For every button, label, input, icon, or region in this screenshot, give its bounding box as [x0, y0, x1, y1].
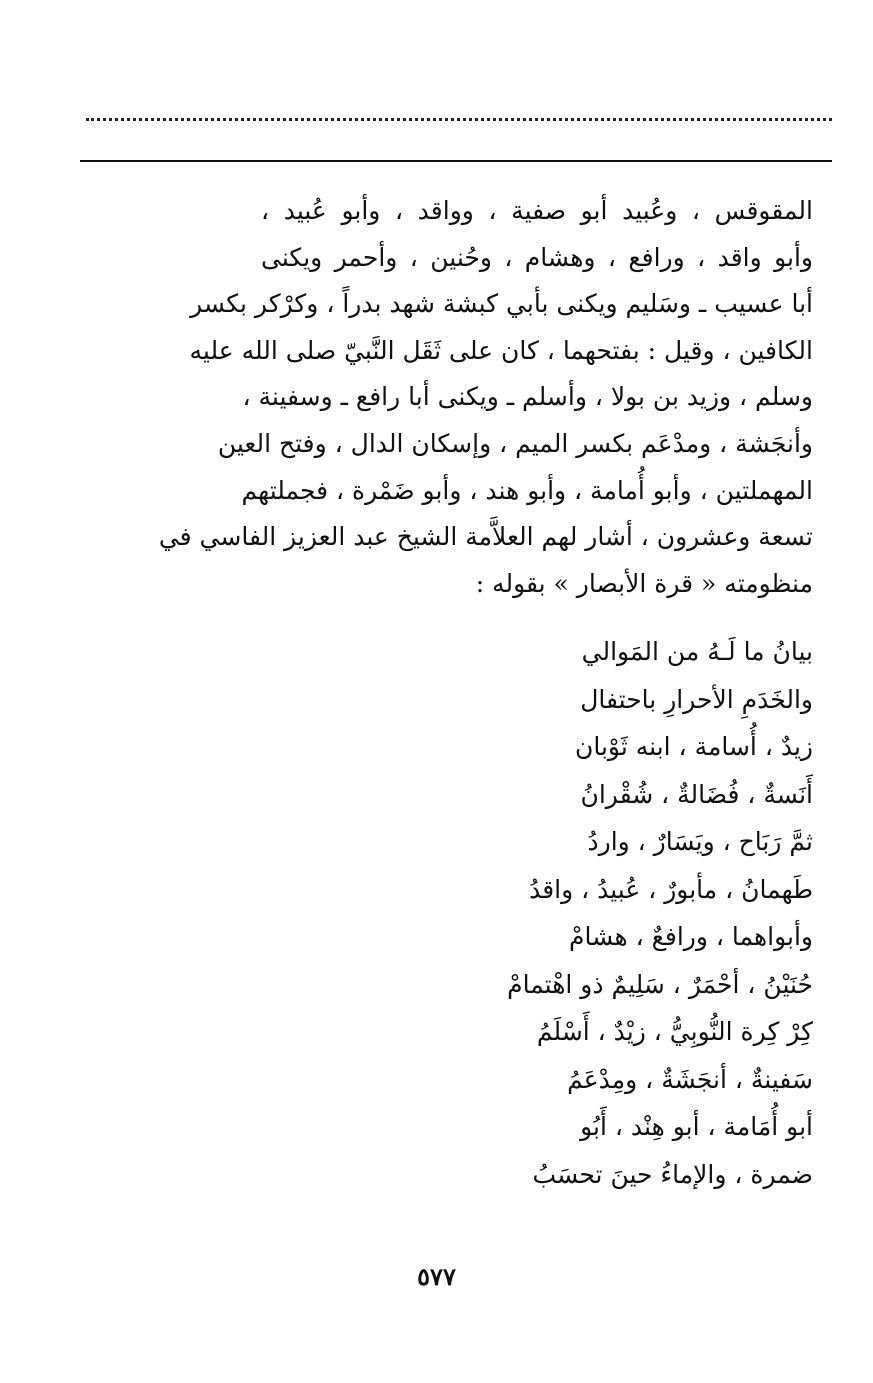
- verse-line: وأبواهما ، ورافعٌ ، هشامْ: [569, 922, 813, 951]
- verse-line: زيدٌ ، أُسامة ، ابنه ثَوْبان: [575, 732, 813, 761]
- prose-line: وسلم ، وزيد بن بولا ، وأسلم ـ ويكنى أبا رافع ـ وسفينة ،: [242, 382, 813, 412]
- prose-line: وأبو واقد ، ورافع ، وهشام ، وحُنين ، وأحمر ويكنى: [261, 242, 813, 272]
- verse-line: والخَدَمِ الأحرارِ باحتفال: [580, 684, 813, 714]
- verse-line: طَهمانُ ، مأبورٌ ، عُبيدُ ، واقدُ: [529, 874, 813, 904]
- prose-line: تسعة وعشرون ، أشار لهم العلاَّمة الشيخ عبد العزيز الفاسي في: [158, 522, 813, 552]
- header-dotted-rule: [86, 118, 832, 121]
- header-solid-rule: [80, 160, 832, 162]
- verse-line: ثمَّ رَبَاح ، ويَسَارٌ ، واردُ: [587, 827, 813, 856]
- prose-line: المهملتين ، وأبو أُمامة ، وأبو هند ، وأبو ضَمْرة ، فجملتهم: [241, 475, 813, 505]
- verse-line: بيانُ ما لَـهُ من المَوالي: [581, 637, 813, 666]
- page-number: ٥٧٧: [417, 1262, 456, 1291]
- prose-line: أبا عسيب ـ وسَليم ويكنى بأبي كبشة شهد بدراً ، وكرْكر بكسر: [190, 289, 813, 319]
- prose-line: منظومته « قرة الأبصار » بقوله :: [475, 568, 813, 598]
- verse-line: أبو أُمَامة ، أبو هِنْد ، أَبُو: [580, 1112, 813, 1141]
- poem-verses: [253, 628, 813, 1198]
- verse-line: أَنَسةٌ ، فُضَالةٌ ، شُقْرانُ: [580, 779, 813, 809]
- verse-line: حُنَيْنُ ، أحْمَرٌ ، سَلِيمٌ ذو اهْتمامْ: [507, 969, 813, 999]
- prose-line: الكافين ، وقيل : بفتحهما ، كان على ثَقَل النَّبيّ صلى الله عليه: [189, 335, 813, 365]
- prose-line: وأنجَشة ، ومدْعَم بكسر الميم ، وإسكان الدال ، وفتح العين: [217, 428, 813, 458]
- prose-line: المقوقس ، وعُبيد أبو صفية ، وواقد ، وأبو عُبيد ،: [261, 196, 813, 225]
- verse-line: كِرْ كِرة النُّوبِيُّ ، زيْدٌ ، أَسْلَمُ: [536, 1017, 813, 1046]
- verse-line: سَفينةٌ ، أنجَشَةٌ ، ومِدْعَمُ: [567, 1064, 813, 1094]
- verse-line: ضمرة ، والإماءُ حينَ تحسَبُ: [532, 1159, 813, 1189]
- prose-paragraph: [158, 188, 813, 607]
